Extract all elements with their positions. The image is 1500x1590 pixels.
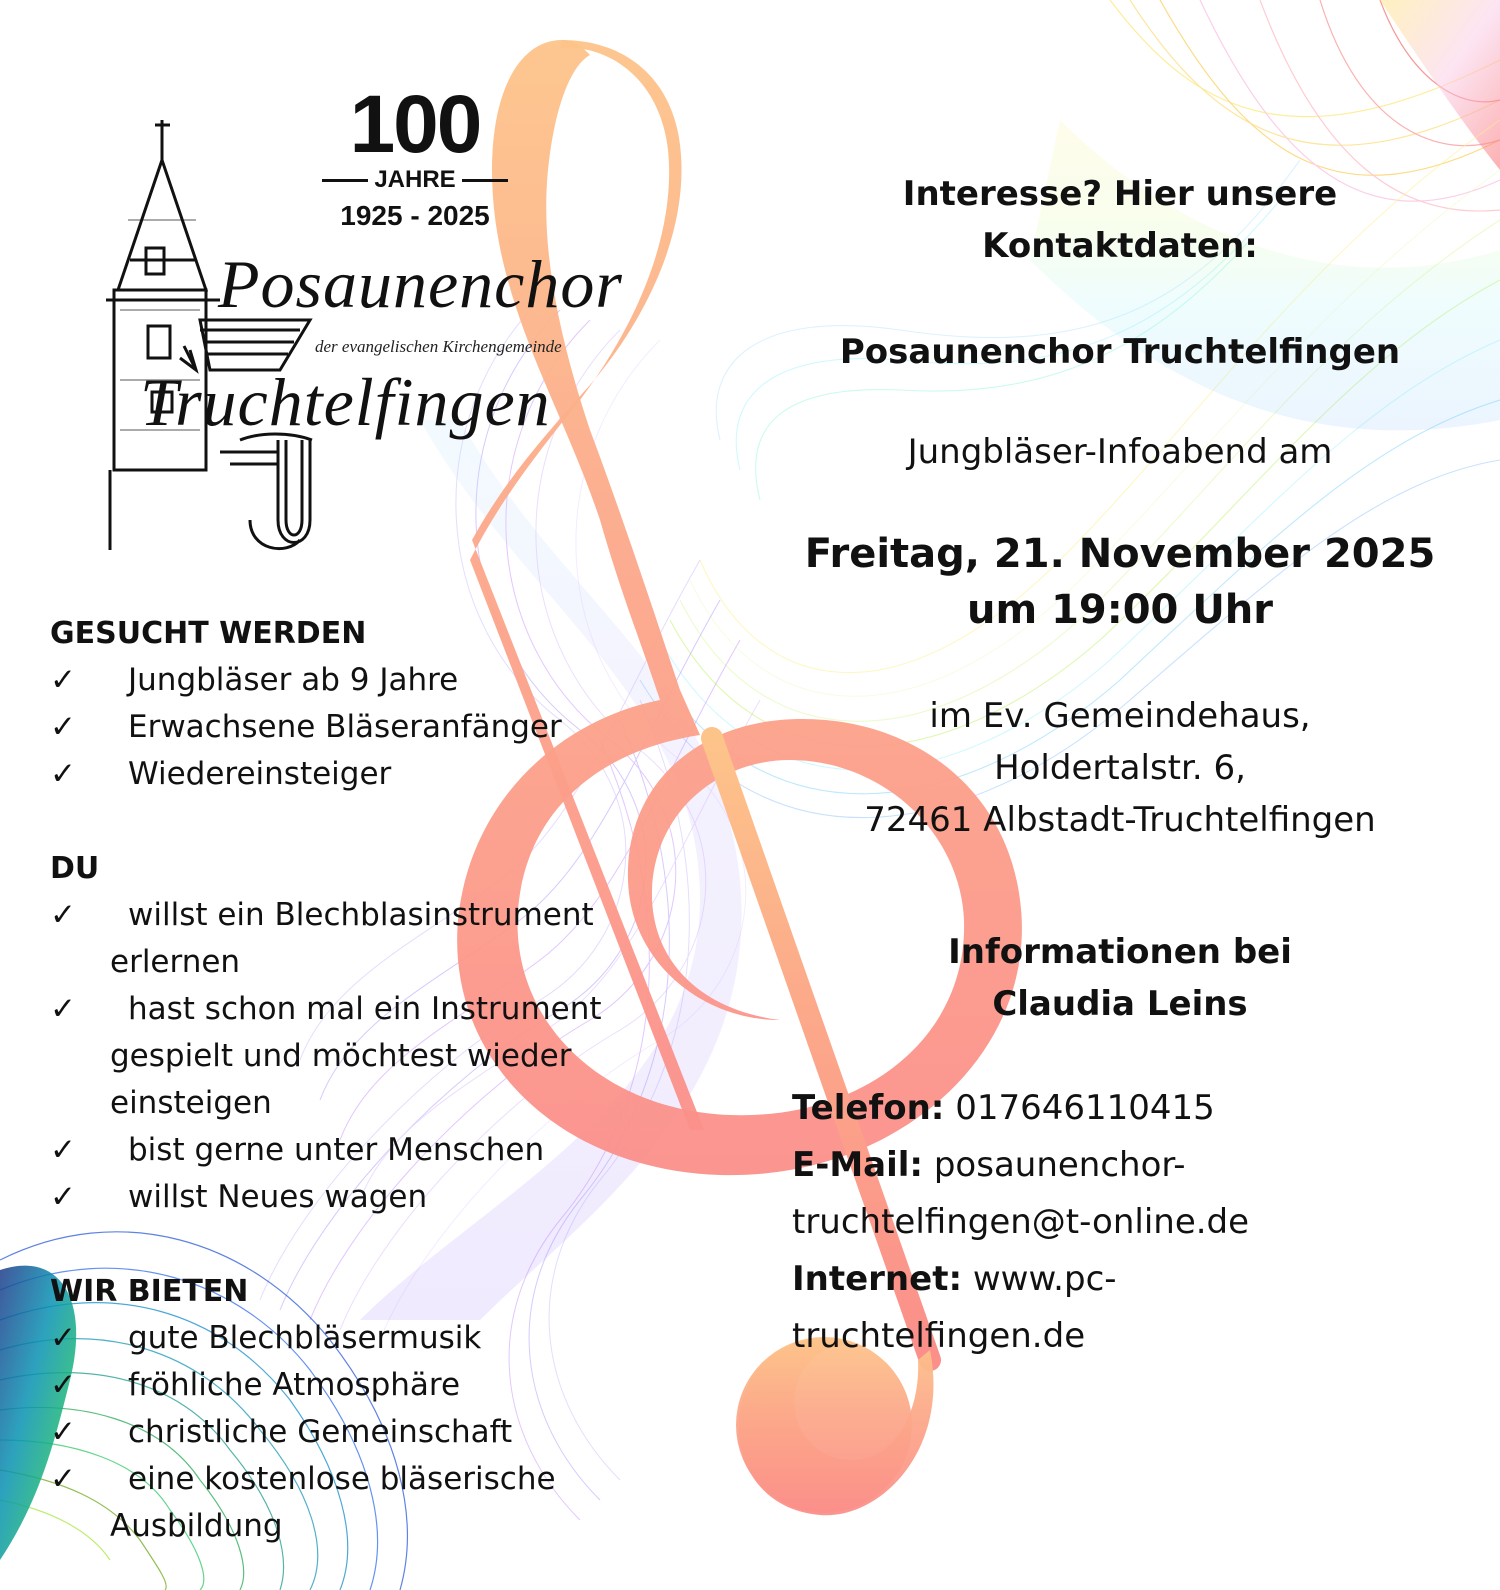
list-item: ✓ willst ein Blechblasinstrument erlernen [50,892,690,986]
list-item: ✓ hast schon mal ein Instrument gespielt und möchtest wieder einsteigen [50,986,690,1127]
checkmark-icon: ✓ [50,1132,76,1168]
checkmark-icon: ✓ [50,1414,76,1450]
checkmark-icon: ✓ [50,709,76,745]
du-list [50,892,690,1221]
list-item: ✓ fröhliche Atmosphäre [50,1362,690,1409]
section-heading-gesucht: GESUCHT WERDEN [50,616,367,651]
contact-details [780,1080,1332,1365]
checkmark-icon: ✓ [50,897,76,933]
email-label: E-Mail: [792,1145,924,1185]
logo-anniversary-number: 100 [349,79,481,170]
web-value[interactable]: www.pc-truchtelfingen.de [792,1259,1117,1356]
email-value[interactable]: posaunenchor-truchtelfingen@t-online.de [792,1145,1250,1242]
web-line [792,1251,1332,1365]
list-item: ✓ Wiedereinsteiger [50,751,690,798]
wir-bieten-list [50,1315,690,1550]
phone-line [792,1080,1332,1137]
org-name: Posaunenchor Truchtelfingen [839,332,1401,372]
section-heading-wir-bieten: WIR BIETEN [50,1274,249,1309]
list-item: ✓ christliche Gemeinschaft [50,1409,690,1456]
checkmark-icon: ✓ [50,991,76,1027]
email-line [792,1137,1332,1251]
event-intro: Jungbläser-Infoabend am [907,432,1333,472]
left-column [50,610,690,1550]
web-label: Internet: [792,1259,963,1299]
checkmark-icon: ✓ [50,1367,76,1403]
event-date: Freitag, 21. November 2025 um 19:00 Uhr [804,531,1436,633]
logo-jahre-label: JAHRE [300,168,530,192]
interest-heading: Interesse? Hier unsere Kontaktdaten: [902,174,1338,266]
list-item: ✓ gute Blechbläsermusik [50,1315,690,1362]
checkmark-icon: ✓ [50,1179,76,1215]
list-item: ✓ willst Neues wagen [50,1174,690,1221]
checkmark-icon: ✓ [50,756,76,792]
phone-value[interactable]: 017646110415 [955,1088,1215,1128]
list-item: ✓ Jungbläser ab 9 Jahre [50,657,690,704]
logo-subtitle: der evangelischen Kirchengemeinde [315,337,562,356]
event-location: im Ev. Gemeindehaus, Holdertalstr. 6, 72461 Albstadt-Truchtelfingen [864,696,1376,840]
gesucht-list [50,657,690,798]
checkmark-icon: ✓ [50,662,76,698]
logo-name-truchtelfingen: Truchtelfingen [140,364,551,440]
list-item: ✓ bist gerne unter Menschen [50,1127,690,1174]
right-column [780,168,1460,1365]
list-item: ✓ eine kostenlose bläserische Ausbildung [50,1456,690,1550]
list-item: ✓ Erwachsene Bläseranfänger [50,704,690,751]
section-heading-du: DU [50,851,100,886]
checkmark-icon: ✓ [50,1320,76,1356]
logo-name-posaunenchor: Posaunenchor [218,246,623,322]
phone-label: Telefon: [792,1088,945,1128]
checkmark-icon: ✓ [50,1461,76,1497]
logo-years: 1925 - 2025 [340,200,490,231]
contact-person: Informationen bei Claudia Leins [948,932,1292,1024]
